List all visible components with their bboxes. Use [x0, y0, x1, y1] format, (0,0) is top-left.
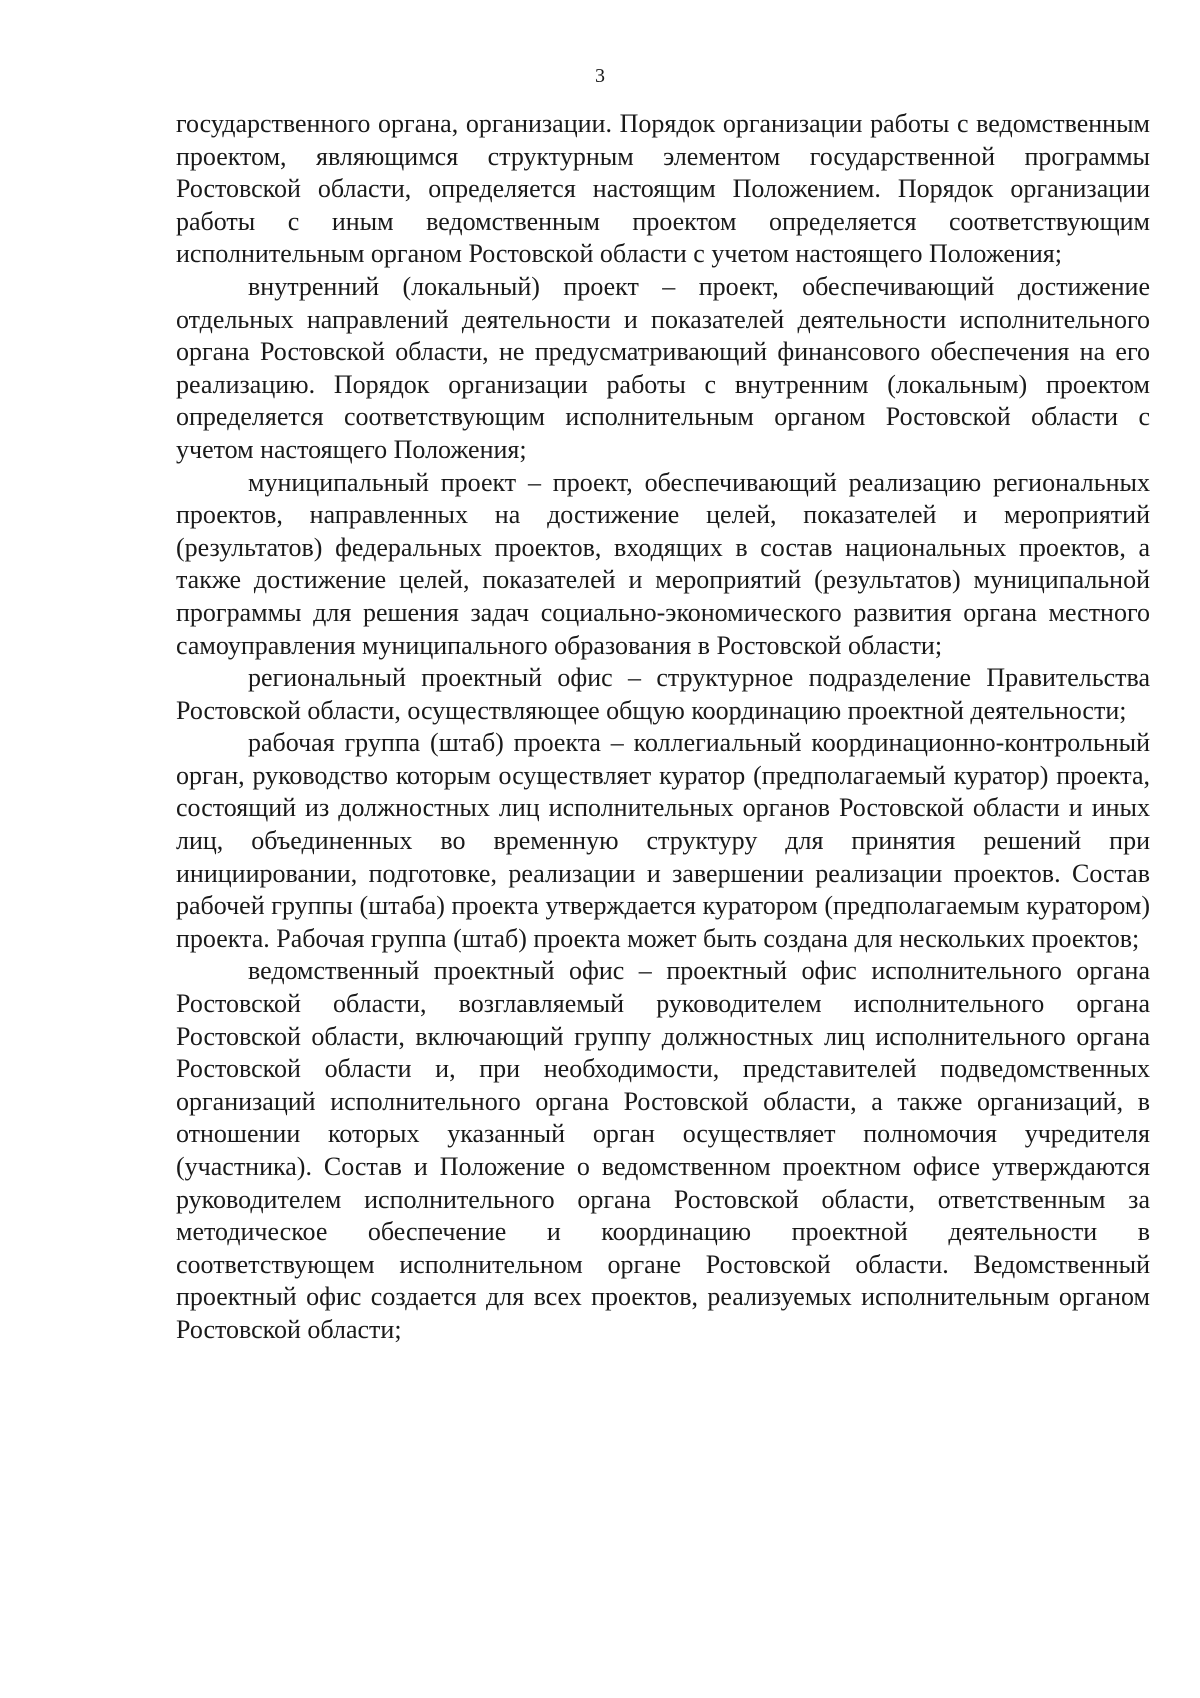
paragraph-continuation: государственного органа, организации. Порядок организации работы с ведомственным проектом, являющимся структурным элементом государственной программы Ростовской области, определяется настоящим Положением. Порядок организации работы с иным ведомственным проектом определяется соответствующим исполнительным органом Ростовской области с учетом настоящего Положения; [176, 109, 1150, 269]
paragraph-municipal-project: муниципальный проект – проект, обеспечивающий реализацию региональных проектов, направленных на достижение целей, показателей и мероприятий (результатов) федеральных проектов, входящих в состав национальных проектов, а также достижение целей, показателей и мероприятий (результатов) муниципальной программы для решения задач социально-экономического развития органа местного самоуправления муниципального образования в Ростовской области; [176, 467, 1150, 660]
document-body [176, 108, 1150, 1347]
page-number: 3 [595, 65, 605, 87]
paragraph-internal-project: внутренний (локальный) проект – проект, обеспечивающий достижение отдельных направлений деятельности и показателей деятельности исполнительного органа Ростовской области, не предусматривающий финансового обеспечения на его реализацию. Порядок организации работы с внутренним (локальным) проектом определяется соответствующим исполнительным органом Ростовской области с учетом настоящего Положения; [176, 271, 1150, 464]
paragraph-working-group: рабочая группа (штаб) проекта – коллегиальный координационно-контрольный орган, руководство которым осуществляет куратор (предполагаемый куратор) проекта, состоящий из должностных лиц исполнительных органов Ростовской области и иных лиц, объединенных во временную структуру для принятия решений при инициировании, подготовке, реализации и завершении реализации проектов. Состав рабочей группы (штаба) проекта утверждается куратором (предполагаемым куратором) проекта. Рабочая группа (штаб) проекта может быть создана для нескольких проектов; [176, 728, 1150, 953]
paragraph-departmental-project-office: ведомственный проектный офис – проектный офис исполнительного органа Ростовской области, возглавляемый руководителем исполнительного органа Ростовской области, включающий группу должностных лиц исполнительного органа Ростовской области и, при необходимости, представителей подведомственных организаций исполнительного органа Ростовской области, а также организаций, в отношении которых указанный орган осуществляет полномочия учредителя (участника). Состав и Положение о ведомственном проектном офисе утверждаются руководителем исполнительного органа Ростовской области, ответственным за методическое обеспечение и координацию проектной деятельности в соответствующем исполнительном органе Ростовской области. Ведомственный проектный офис создается для всех проектов, реализуемых исполнительным органом Ростовской области; [176, 956, 1150, 1344]
paragraph-regional-project-office: региональный проектный офис – структурное подразделение Правительства Ростовской области, осуществляющее общую координацию проектной деятельности; [176, 663, 1150, 725]
